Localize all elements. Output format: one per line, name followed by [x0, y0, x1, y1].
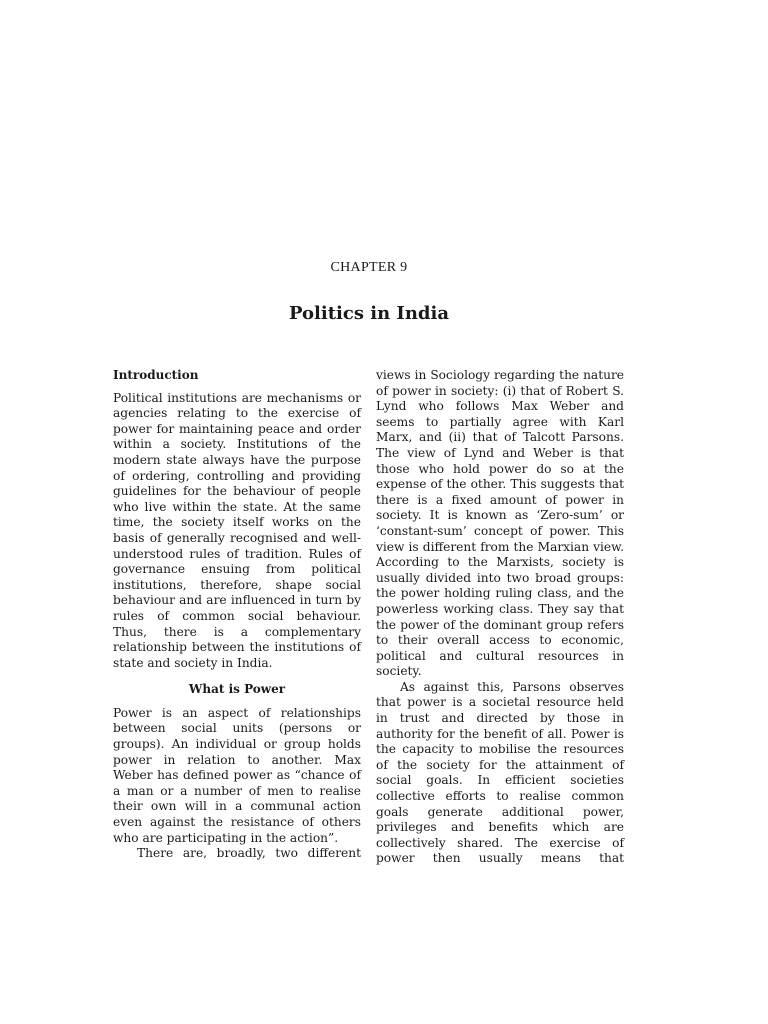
chapter-number: CHAPTER 9	[330, 260, 408, 275]
introduction-heading: Introduction	[113, 368, 199, 382]
left-column	[113, 368, 361, 862]
what-is-power-heading: What is Power	[188, 682, 286, 697]
introduction-paragraph: Political institutions are mechanisms or agencies relating to the exercise of power for maintaining peace and order within a society. Institutions of the modern state always have the purpose of ordering, controlling and providing guidelines for the behaviour of people who live within the state. At the same time, the society itself works on the basis of generally recognised and well-understood rules of tradition. Rules of governance ensuing from political institutions, therefore, shape social behaviour and are influenced in turn by rules of common social behaviour. Thus, there is a complementary relationship between the institutions of state and society in India.	[113, 390, 361, 670]
right-column	[376, 368, 624, 867]
views-paragraph-start: There are, broadly, two different	[137, 846, 361, 861]
parsons-paragraph: As against this, Parsons observes that power is a societal resource held in trust and directed by those in authority for the benefit of all. Power is the capacity to mobilise the resources of the society for the attainment of social goals. In efficient societies collective efforts to realise common goals generate additional power, privileges and benefits which are collectively shared. The exercise of power then usually means that	[376, 679, 624, 866]
power-definition-paragraph: Power is an aspect of relationships between social units (persons or groups). An individual or group holds power in relation to another. Max Weber has defined power as “chance of a man or a number of men to realise their own will in a communal action even against the resistance of others who are participating in the action”.	[113, 705, 361, 845]
views-paragraph-continued: views in Sociology regarding the nature of power in society: (i) that of Robert S. Lynd who follows Max Weber and seems to partially agree with Karl Marx, and (ii) that of Talcott Parsons. The view of Lynd and Weber is that those who hold power do so at the expense of the other. This suggests that there is a fixed amount of power in society. It is known as ‘Zero-sum’ or ‘constant-sum’ concept of power. This view is different from the Marxian view. According to the Marxists, society is usually divided into two broad groups: the power holding ruling class, and the powerless working class. They say that the power of the dominant group refers to their overall access to economic, political and cultural resources in society.	[376, 368, 624, 679]
chapter-title: Politics in India	[288, 303, 450, 324]
